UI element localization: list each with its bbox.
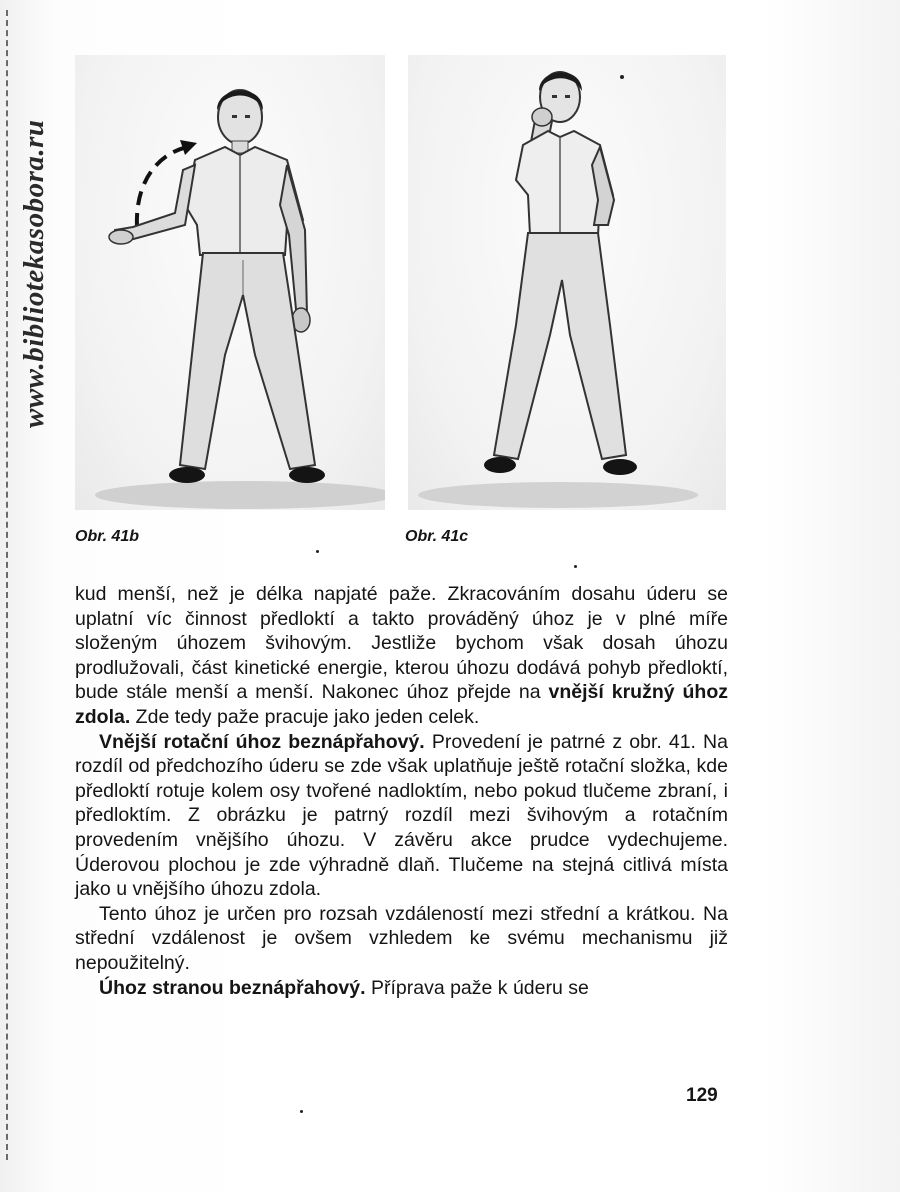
figure-41c-illustration bbox=[408, 55, 726, 510]
scan-speck bbox=[620, 75, 624, 79]
paragraph bbox=[75, 976, 728, 1001]
bold-term: Vnější rotační úhoz beznápřahový. bbox=[99, 730, 425, 753]
figure-41b-caption: Obr. 41b bbox=[75, 528, 140, 545]
text-run: Příprava paže k úderu se bbox=[365, 976, 589, 999]
text-run: Zde tedy paže pracuje jako jeden celek. bbox=[130, 705, 480, 728]
text-run: Provedení je patrné z obr. 41. Na rozdíl od předchozího úderu se zde však uplatňuje ještě rotační složka, kde předloktí rotuje kolem osy tvořené nadloktím, nebo pokud tlučeme zbraní, i předloktím. Z obrázku je patrný rozdíl mezi švihovým a rotačním provedením vnějšího úhozu. V závěru akce prudce vydechujeme. Úderovou plochou je zde výhradně dlaň. Tlučeme na stejná citlivá místa jako u vnějšího úhozu zdola. bbox=[75, 730, 728, 901]
body-text bbox=[75, 582, 728, 1000]
figure-41b-illustration bbox=[75, 55, 385, 510]
bold-term: vnější kružný úhoz zdola. bbox=[75, 681, 729, 728]
figure-41c-photo bbox=[408, 55, 726, 510]
paragraph bbox=[75, 730, 728, 902]
text-run: Tento úhoz je určen pro rozsah vzdáleností mezi střední a krátkou. Na střední vzdálenost je ovšem vzhledem ke svému mechanismu již nepoužitelný. bbox=[75, 902, 728, 974]
figure-41b-photo bbox=[75, 55, 385, 510]
bold-term: Úhoz stranou beznápřahový. bbox=[99, 976, 366, 999]
scan-speck bbox=[316, 550, 319, 553]
figure-41c-caption: Obr. 41c bbox=[405, 528, 469, 545]
paragraph bbox=[75, 582, 728, 730]
page-binding-edge bbox=[6, 10, 11, 1160]
scan-speck bbox=[300, 1110, 303, 1113]
watermark: www.bibliotekasobora.ru bbox=[18, 119, 50, 428]
text-run: kud menší, než je délka napjaté paže. Zkracováním dosahu úderu se uplatní víc činnost předloktí a takto prováděný úhoz je v plné míře složeným úhozem švihovým. Jestliže bychom však dosah úhozu prodlužovali, část kinetické energie, kterou úhozu dodává pohyb předloktí, bude stále menší a menší. Nakonec úhoz přejde na bbox=[75, 583, 728, 704]
scan-speck bbox=[574, 565, 577, 568]
paragraph bbox=[75, 902, 728, 976]
page-number: 129 bbox=[686, 1085, 718, 1106]
